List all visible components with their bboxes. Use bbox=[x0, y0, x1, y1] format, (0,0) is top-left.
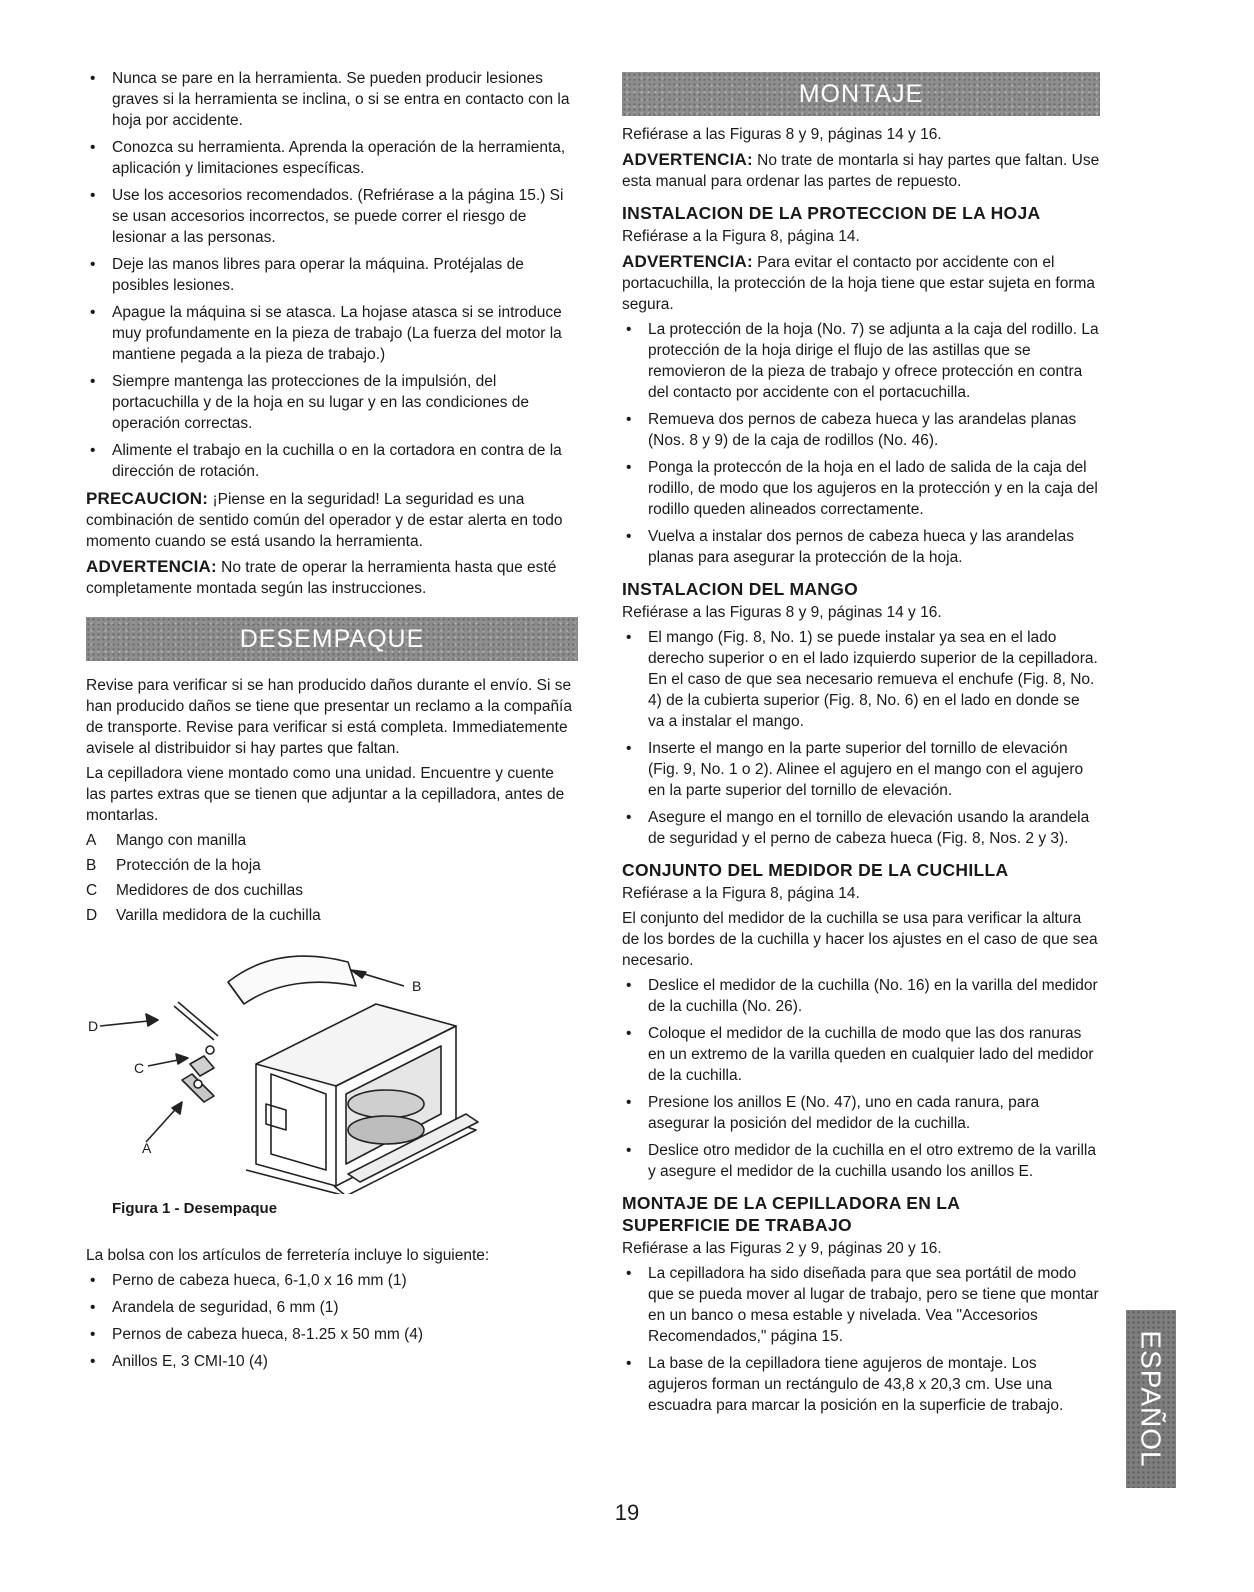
advertencia-label: ADVERTENCIA: bbox=[86, 557, 217, 576]
list-item: • Apague la máquina si se atasca. La hojase atasca si se introduce muy profundamente en la pieza de trabajo (La fuerza del motor la mantiene pegada a la pieza de trabajo.) bbox=[86, 302, 578, 365]
mango-bullet-list bbox=[622, 627, 1100, 849]
section-heading-proteccion: INSTALACION DE LA PROTECCION DE LA HOJA bbox=[622, 203, 1041, 223]
montaje-warning-text: No trate de montarla si hay partes que faltan. Use esta manual para ordenar las partes de repuesto. bbox=[622, 152, 1100, 190]
section-heading-medidor: CONJUNTO DEL MEDIDOR DE LA CUCHILLA bbox=[622, 860, 1009, 880]
proteccion-warning bbox=[622, 251, 1100, 315]
precaucion-paragraph bbox=[86, 488, 578, 552]
section-reference: Refiérase a las Figuras 2 y 9, páginas 20 y 16. bbox=[622, 1240, 942, 1257]
desempaque-paragraph-2: La cepilladora viene montado como una unidad. Encuentre y cuente las partes extras que se tienen que adjuntar a la cepilladora, antes de montarlas. bbox=[86, 765, 565, 824]
list-item: • La cepilladora ha sido diseñada para que sea portátil de modo que se pueda mover al lugar de trabajo, pero se tiene que montar en un banco o mesa estable y nivelada. Vea "Accesorios Recomendados," página 15. bbox=[622, 1263, 1100, 1347]
list-item: • Anillos E, 3 CMI-10 (4) bbox=[86, 1351, 578, 1372]
figure-caption: Figura 1 - Desempaque bbox=[112, 1200, 278, 1217]
montaje-reference: Refiérase a las Figuras 8 y 9, páginas 14 y 16. bbox=[622, 126, 942, 143]
language-tab-label: ESPAÑOL bbox=[1136, 1330, 1168, 1468]
list-item: • Deslice otro medidor de la cuchilla en el otro extremo de la varilla y asegure el medidor de la cuchilla usando los anillos E. bbox=[622, 1140, 1100, 1182]
list-item: • Conozca su herramienta. Aprenda la operación de la herramienta, aplicación y limitaciones específicas. bbox=[86, 137, 578, 179]
montaje-warning bbox=[622, 149, 1100, 192]
precaucion-text: ¡Piense en la seguridad! La seguridad es una combinación de sentido común del operador y de estar alerta en todo momento cuando se está usando la herramienta. bbox=[86, 491, 563, 550]
page-number: 19 bbox=[614, 1500, 640, 1525]
part-text: Protección de la hoja bbox=[116, 857, 261, 874]
list-item: • Deslice el medidor de la cuchilla (No. 16) en la varilla del medidor de la cuchilla (No. 26). bbox=[622, 975, 1100, 1017]
section-heading-mango: INSTALACION DEL MANGO bbox=[622, 579, 859, 599]
figure-label-a: A bbox=[142, 1140, 152, 1156]
list-item: • Arandela de seguridad, 6 mm (1) bbox=[86, 1297, 578, 1318]
section-reference: Refiérase a las Figuras 8 y 9, páginas 14 y 16. bbox=[622, 604, 942, 621]
parts-list-item bbox=[86, 855, 578, 876]
list-item: • Ponga la proteccón de la hoja en el lado de salida de la caja del rodillo, de modo que los agujeros en la protección y en la caja del rodillo queden alineados correctamente. bbox=[622, 457, 1100, 520]
list-item: • La protección de la hoja (No. 7) se adjunta a la caja del rodillo. La protección de la hoja dirige el flujo de las astillas que se removieron de la pieza de trabajo y ofrece protección en contra del contacto por accidente con el portacuchilla. bbox=[622, 319, 1100, 403]
montaje-warning-label: ADVERTENCIA: bbox=[622, 150, 753, 169]
part-letter: B bbox=[86, 857, 97, 874]
list-item: • Nunca se pare en la herramienta. Se pueden producir lesiones graves si la herramienta se inclina, o si se entra en contacto con la hoja por accidente. bbox=[86, 68, 578, 131]
desempaque-banner: DESEMPAQUE bbox=[86, 617, 578, 661]
list-item: • Use los accesorios recomendados. (Refriérase a la página 15.) Si se usan accesorios incorrectos, se puede correr el riesgo de lesionar a las personas. bbox=[86, 185, 578, 248]
hardware-list bbox=[86, 1270, 578, 1372]
figure-label-c: C bbox=[134, 1060, 145, 1076]
list-item: • Siempre mantenga las protecciones de la impulsión, del portacuchilla y de la hoja en su lugar y en las condiciones de operación correctas. bbox=[86, 371, 578, 434]
list-item: • Perno de cabeza hueca, 6-1,0 x 16 mm (1) bbox=[86, 1270, 578, 1291]
left-column bbox=[86, 68, 578, 1378]
list-item: • Asegure el mango en el tornillo de elevación usando la arandela de seguridad y el perno de cabeza hueca (Fig. 8, Nos. 2 y 3). bbox=[622, 807, 1100, 849]
parts-list bbox=[86, 830, 578, 926]
list-item: • Remueva dos pernos de cabeza hueca y las arandelas planas (Nos. 8 y 9) de la caja de rodillos (No. 46). bbox=[622, 409, 1100, 451]
proteccion-warning-text: Para evitar el contacto por accidente con el portacuchilla, la protección de la hoja tiene que estar sujeta en forma segura. bbox=[622, 254, 1096, 313]
superficie-bullet-list bbox=[622, 1263, 1100, 1416]
part-letter: D bbox=[86, 907, 98, 924]
language-tab bbox=[1126, 1310, 1176, 1488]
list-item: • El mango (Fig. 8, No. 1) se puede instalar ya sea en el lado derecho superior o en el lado izquierdo superior de la cepilladora. En el caso de que sea necesario remueva el enchufe (Fig. 8, No. 4) de la cubierta superior (Fig. 8, No. 6) en el lado en donde se va a instalar el mango. bbox=[622, 627, 1100, 732]
parts-list-item bbox=[86, 905, 578, 926]
medidor-intro: El conjunto del medidor de la cuchilla se usa para verificar la altura de los bordes de la cuchilla y hacer los ajustes en el caso de que sea necesario. bbox=[622, 910, 1098, 969]
proteccion-bullet-list bbox=[622, 319, 1100, 568]
precaucion-label: PRECAUCION: bbox=[86, 489, 209, 508]
section-reference: Refiérase a la Figura 8, página 14. bbox=[622, 885, 860, 902]
figure-label-b: B bbox=[412, 978, 422, 994]
advertencia-text: No trate de operar la herramienta hasta que esté completamente montada según las instrucciones. bbox=[86, 559, 557, 597]
list-item: • Deje las manos libres para operar la máquina. Protéjalas de posibles lesiones. bbox=[86, 254, 578, 296]
list-item: • Presione los anillos E (No. 47), uno en cada ranura, para asegurar la posición del medidor de la cuchilla. bbox=[622, 1092, 1100, 1134]
desempaque-paragraph-1: Revise para verificar si se han producido daños durante el envío. Si se han producido daños se tiene que presentar un reclamo a la compañía de transporte. Revise para verificar si está completa. Immediatemente avisele al distribuidor si hay partes que faltan. bbox=[86, 677, 572, 757]
advertencia-paragraph bbox=[86, 556, 578, 599]
section-heading-superficie: MONTAJE DE LA CEPILLADORA EN LA SUPERFICIE DE TRABAJO bbox=[622, 1193, 960, 1235]
medidor-bullet-list bbox=[622, 975, 1100, 1182]
unpacking-figure bbox=[86, 934, 506, 1194]
safety-bullet-list bbox=[86, 68, 578, 482]
list-item: • Vuelva a instalar dos pernos de cabeza hueca y las arandelas planas para asegurar la protección de la hoja. bbox=[622, 526, 1100, 568]
list-item: • Coloque el medidor de la cuchilla de modo que las dos ranuras en un extremo de la varilla queden en cualquier lado del medidor de la cuchilla. bbox=[622, 1023, 1100, 1086]
section-reference: Refiérase a la Figura 8, página 14. bbox=[622, 228, 860, 245]
parts-list-item bbox=[86, 830, 578, 851]
part-letter: C bbox=[86, 882, 98, 899]
parts-list-item bbox=[86, 880, 578, 901]
part-text: Mango con manilla bbox=[116, 832, 247, 849]
part-text: Varilla medidora de la cuchilla bbox=[116, 907, 321, 924]
hardware-intro: La bolsa con los artículos de ferretería incluye lo siguiente: bbox=[86, 1247, 490, 1264]
list-item: • Pernos de cabeza hueca, 8-1.25 x 50 mm (4) bbox=[86, 1324, 578, 1345]
right-column bbox=[622, 72, 1100, 1422]
list-item: • Alimente el trabajo en la cuchilla o en la cortadora en contra de la dirección de rotación. bbox=[86, 440, 578, 482]
figure-label-d: D bbox=[88, 1018, 99, 1034]
proteccion-warning-label: ADVERTENCIA: bbox=[622, 252, 753, 271]
part-letter: A bbox=[86, 832, 97, 849]
list-item: • Inserte el mango en la parte superior del tornillo de elevación (Fig. 9, No. 1 o 2). Alinee el agujero en el mango con el agujero en la parte superior del tornillo de elevación. bbox=[622, 738, 1100, 801]
montaje-banner: MONTAJE bbox=[622, 72, 1100, 116]
part-text: Medidores de dos cuchillas bbox=[116, 882, 303, 899]
list-item: • La base de la cepilladora tiene agujeros de montaje. Los agujeros forman un rectángulo de 43,8 x 20,3 cm. Use una escuadra para marcar la posición en la superficie de trabajo. bbox=[622, 1353, 1100, 1416]
